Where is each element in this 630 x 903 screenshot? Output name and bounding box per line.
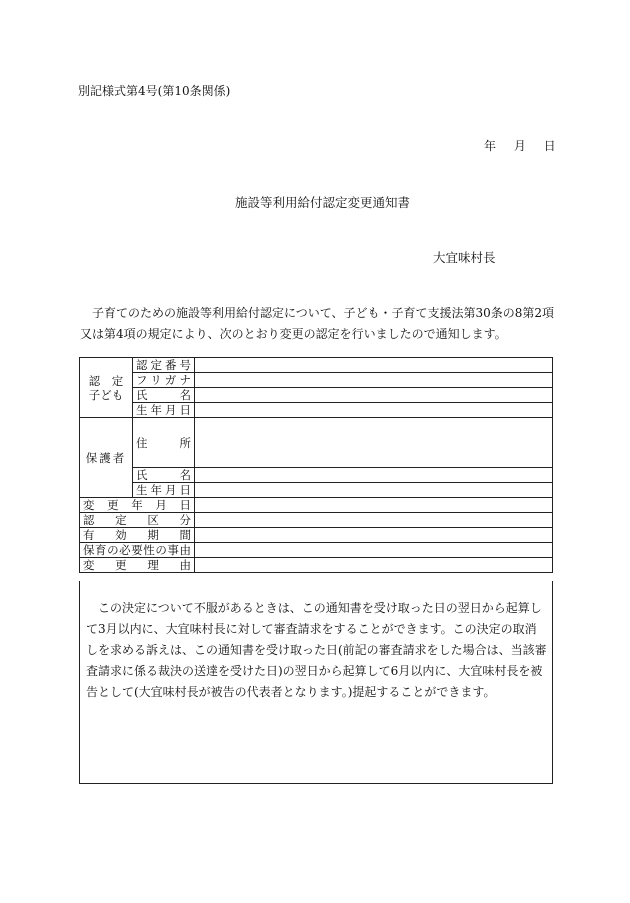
row-label-change-date: 変更年月日 [80, 498, 195, 513]
value-cert-category [195, 513, 553, 528]
table-row [80, 558, 553, 573]
row-label-child-birthdate: 生年月日 [133, 403, 195, 418]
table-row [80, 358, 553, 373]
row-label-guardian-birthdate: 生年月日 [133, 483, 195, 498]
appeal-notice-box [79, 581, 553, 784]
value-guardian-name [195, 468, 553, 483]
child-group-label-line1: 認 定 [88, 373, 124, 388]
guardian-group-label: 保護者 [80, 418, 133, 498]
child-group-label [80, 358, 133, 418]
value-childcare-reason [195, 543, 553, 558]
table-row [80, 498, 553, 513]
table-row [80, 528, 553, 543]
row-label-guardian-name: 氏 名 [133, 468, 195, 483]
value-guardian-birthdate [195, 483, 553, 498]
row-label-address: 住 所 [133, 418, 195, 468]
value-address [195, 418, 553, 468]
row-label-childcare-reason: 保育の必要性の事由 [80, 543, 195, 558]
value-change-reason [195, 558, 553, 573]
value-child-name [195, 388, 553, 403]
row-label-validity-period: 有効期間 [80, 528, 195, 543]
value-validity-period [195, 528, 553, 543]
table-row [80, 468, 553, 483]
row-label-cert-category: 認定区分 [80, 513, 195, 528]
form-reference: 別記様式第4号(第10条関係) [78, 84, 231, 98]
value-change-date [195, 498, 553, 513]
appeal-notice-text: この決定について不服があるときは、この通知書を受け取った日の翌日から起算して3月以内に、大宜味村長に対して審査請求をすることができます。この決定の取消しを求める訴えは、この通知書を受け取った日(前記の審査請求をした場合は、当該審査請求に係る裁決の送達を受けた日)の翌日から起算して6月以内に、大宜味村長を被告として(大宜味村長が被告の代表者となります。)提起することができます。 [86, 601, 547, 699]
table-row [80, 513, 553, 528]
date-line: 年 月 日 [484, 139, 556, 153]
table-row [80, 483, 553, 498]
table-row [80, 403, 553, 418]
issuer-name: 大宜味村長 [433, 250, 496, 265]
value-child-birthdate [195, 403, 553, 418]
certification-table [79, 357, 553, 573]
document-title: 施設等利用給付認定変更通知書 [235, 195, 411, 210]
table-row [80, 388, 553, 403]
intro-paragraph: 子育てのための施設等利用給付認定について、子ども・子育て支援法第30条の8第2項又は第4項の規定により、次のとおり変更の認定を行いましたので通知します。 [80, 306, 555, 341]
row-label-change-reason: 変更理由 [80, 558, 195, 573]
child-group-label-line2: 子ども [88, 387, 124, 402]
table-row [80, 373, 553, 388]
table-row [80, 543, 553, 558]
value-cert-number [195, 358, 553, 373]
row-label-child-name: 氏 名 [133, 388, 195, 403]
value-furigana [195, 373, 553, 388]
table-row [80, 418, 553, 468]
row-label-furigana: フリガナ [133, 373, 195, 388]
row-label-cert-number: 認定番号 [133, 358, 195, 373]
